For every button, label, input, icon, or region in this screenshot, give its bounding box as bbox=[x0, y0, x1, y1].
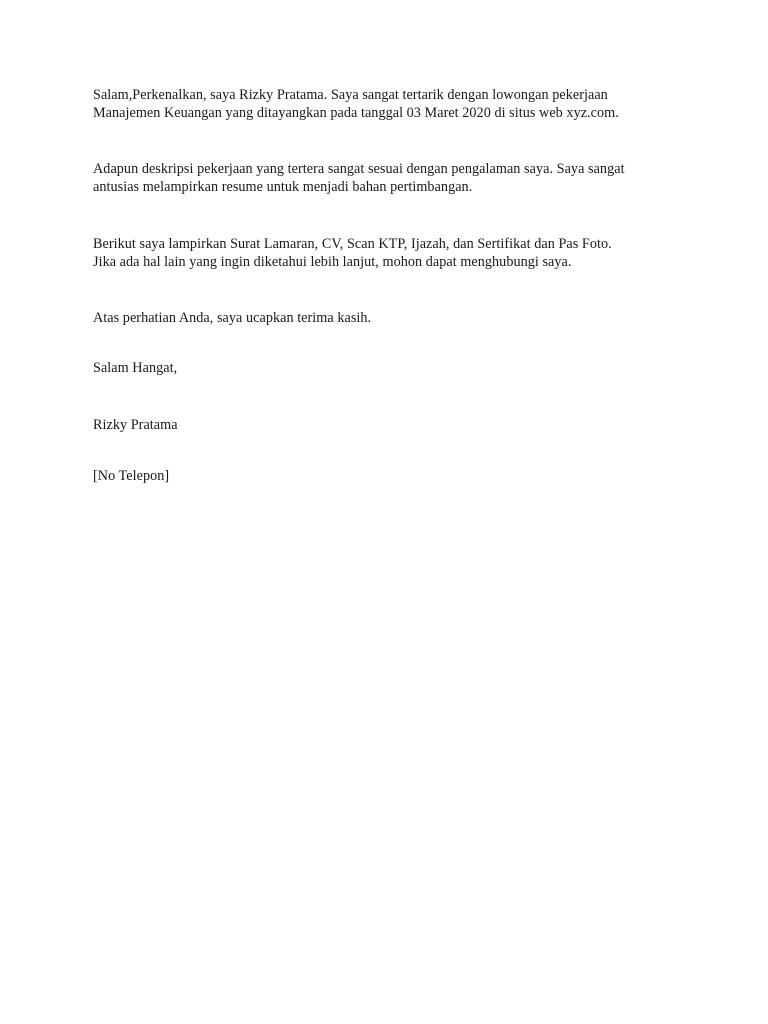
intro-paragraph bbox=[93, 86, 683, 122]
attachments-paragraph bbox=[93, 235, 683, 271]
intro-line-1: Salam,Perkenalkan, saya Rizky Pratama. Saya sangat tertarik dengan lowongan pekerjaan bbox=[93, 87, 608, 103]
intro-line-2: Manajemen Keuangan yang ditayangkan pada tanggal 03 Maret 2020 di situs web xyz.com. bbox=[93, 105, 619, 121]
job-description-paragraph bbox=[93, 160, 683, 196]
closing-thanks-paragraph bbox=[93, 309, 683, 327]
job-description-line-2: antusias melampirkan resume untuk menjadi bahan pertimbangan. bbox=[93, 179, 473, 195]
attachments-line-1: Berikut saya lampirkan Surat Lamaran, CV, Scan KTP, Ijazah, dan Sertifikat dan Pas Foto. bbox=[93, 236, 612, 252]
attachments-line-2: Jika ada hal lain yang ingin diketahui lebih lanjut, mohon dapat menghubungi saya. bbox=[93, 254, 572, 270]
phone-placeholder: [No Telepon] bbox=[93, 468, 170, 484]
signature-name: Rizky Pratama bbox=[93, 417, 178, 433]
letter-body bbox=[93, 84, 683, 485]
signature-paragraph bbox=[93, 416, 683, 434]
job-description-line-1: Adapun deskripsi pekerjaan yang tertera sangat sesuai dengan pengalaman saya. Saya sangat bbox=[93, 161, 625, 177]
closing-thanks-line: Atas perhatian Anda, saya ucapkan terima kasih. bbox=[93, 310, 372, 326]
sign-off-line: Salam Hangat, bbox=[93, 360, 178, 376]
phone-paragraph bbox=[93, 467, 683, 485]
sign-off-paragraph bbox=[93, 359, 683, 377]
